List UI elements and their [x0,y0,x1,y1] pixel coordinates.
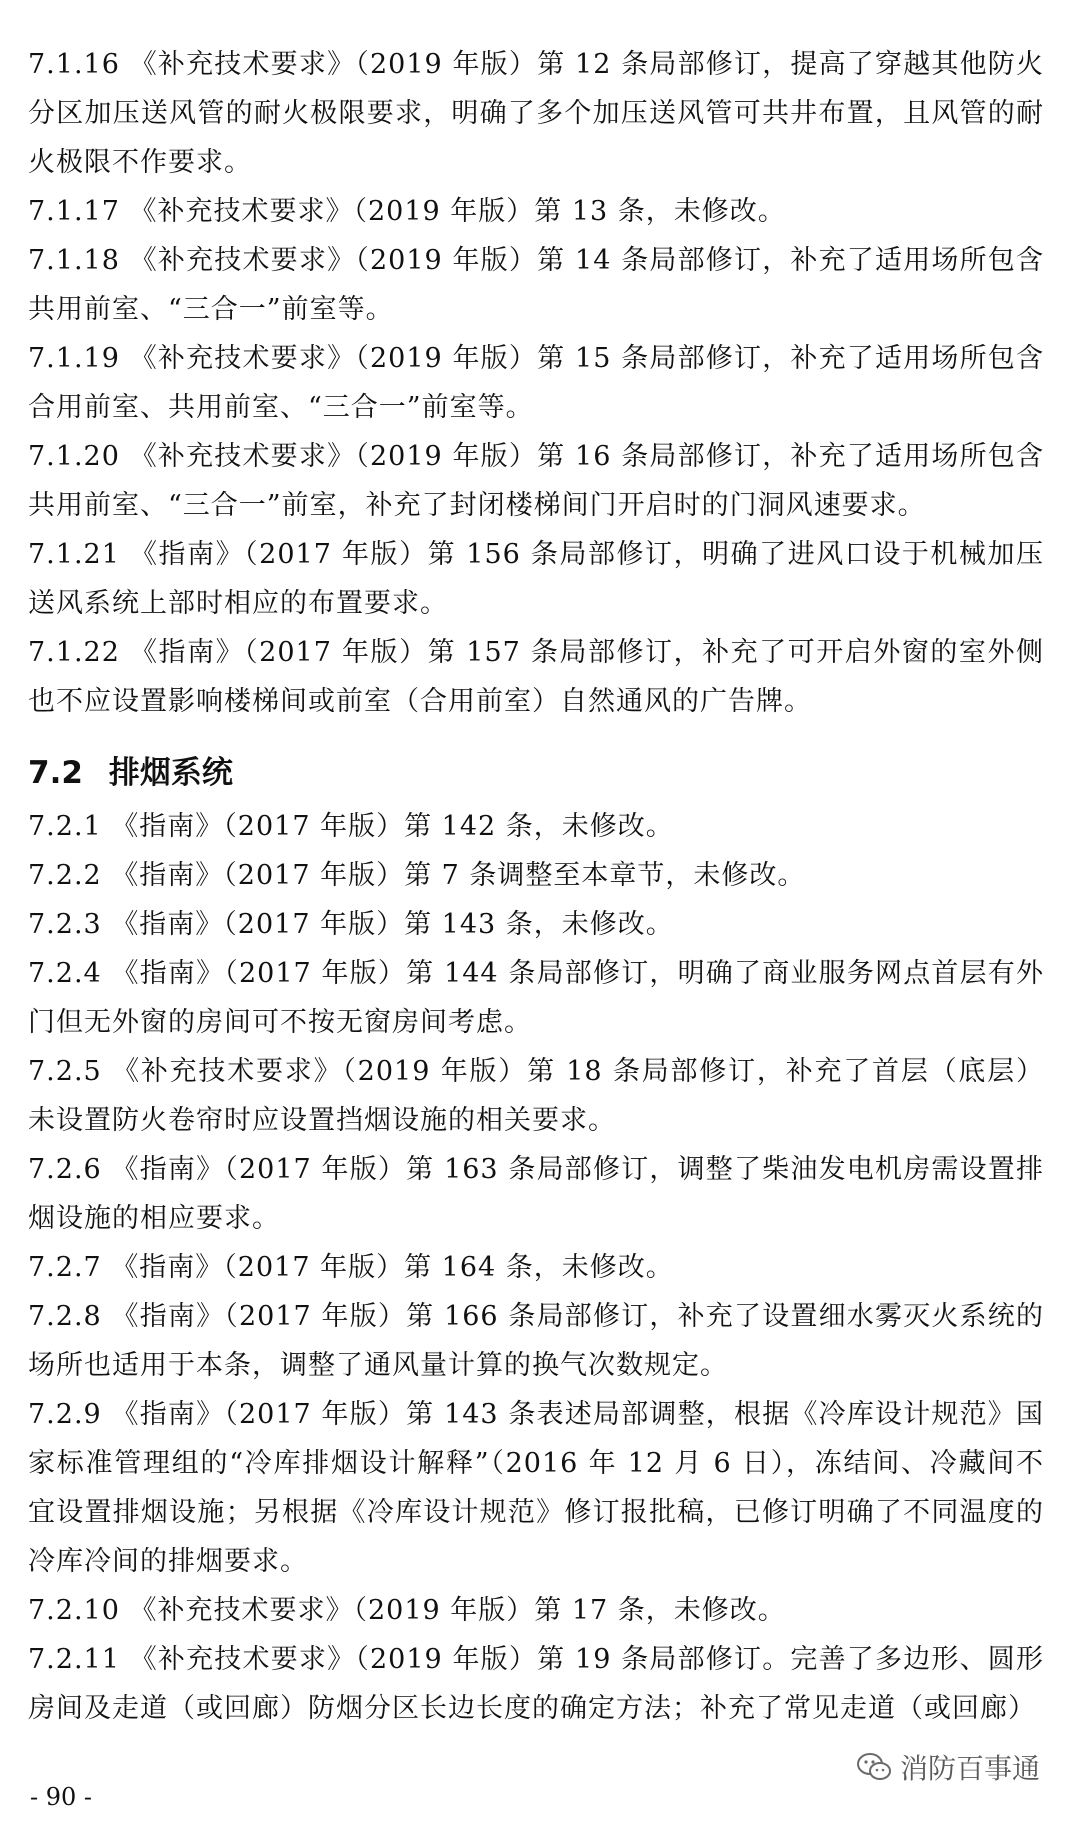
paragraph-list-bottom [28,802,1044,1733]
clause-paragraph [28,530,1044,628]
clause-number: 7.1.18 [28,245,120,276]
clause-paragraph [28,1390,1044,1586]
clause-paragraph [28,1635,1044,1733]
clause-text: 《指南》（2017 年版）第 164 条，未修改。 [111,1252,674,1283]
clause-paragraph [28,236,1044,334]
wechat-icon [856,1752,892,1782]
clause-number: 7.2.2 [28,860,102,891]
section-number: 7.2 [28,755,83,791]
clause-text: 《补充技术要求》（2019 年版）第 16 条局部修订，补充了适用场所包含共用前室、“三合一”前室，补充了封闭楼梯间门开启时的门洞风速要求。 [28,441,1044,521]
paragraph-list-top [28,40,1044,726]
clause-number: 7.2.7 [28,1252,102,1283]
clause-text: 《指南》（2017 年版）第 7 条调整至本章节，未修改。 [111,860,806,891]
clause-paragraph [28,1047,1044,1145]
clause-paragraph [28,851,1044,900]
clause-paragraph [28,1243,1044,1292]
clause-text: 《指南》（2017 年版）第 166 条局部修订，补充了设置细水雾灭火系统的场所也适用于本条，调整了通风量计算的换气次数规定。 [28,1301,1044,1381]
clause-paragraph [28,40,1044,187]
clause-paragraph [28,1586,1044,1635]
clause-number: 7.2.6 [28,1154,102,1185]
clause-number: 7.1.22 [28,637,120,668]
clause-text: 《指南》（2017 年版）第 157 条局部修订，补充了可开启外窗的室外侧也不应设置影响楼梯间或前室（合用前室）自然通风的广告牌。 [28,637,1044,717]
clause-number: 7.1.17 [28,196,120,227]
clause-number: 7.2.5 [28,1056,102,1087]
clause-text: 《指南》（2017 年版）第 163 条局部修订，调整了柴油发电机房需设置排烟设施的相应要求。 [28,1154,1044,1234]
clause-paragraph [28,334,1044,432]
section-title: 排烟系统 [108,755,233,791]
clause-text: 《指南》（2017 年版）第 143 条，未修改。 [111,909,674,940]
clause-paragraph [28,628,1044,726]
clause-text: 《指南》（2017 年版）第 143 条表述局部调整，根据《冷库设计规范》国家标准管理组的“冷库排烟设计解释”（2016 年 12 月 6 日），冻结间、冷藏间不宜设置排烟设施；另根据《冷库设计规范》修订报批稿，已修订明确了不同温度的冷库冷间的排烟要求。 [28,1399,1044,1577]
page-number: - 90 - [30,1783,93,1811]
clause-text: 《补充技术要求》（2019 年版）第 17 条，未修改。 [129,1595,786,1626]
clause-paragraph [28,187,1044,236]
clause-number: 7.2.8 [28,1301,102,1332]
clause-text: 《指南》（2017 年版）第 142 条，未修改。 [111,811,674,842]
clause-number: 7.2.4 [28,958,102,989]
clause-paragraph [28,949,1044,1047]
clause-number: 7.1.16 [28,49,120,80]
clause-number: 7.1.20 [28,441,120,472]
clause-paragraph [28,432,1044,530]
clause-text: 《补充技术要求》（2019 年版）第 15 条局部修订，补充了适用场所包含合用前室、共用前室、“三合一”前室等。 [28,343,1044,423]
clause-number: 7.2.1 [28,811,102,842]
clause-paragraph [28,900,1044,949]
clause-number: 7.1.21 [28,539,120,570]
clause-number: 7.2.9 [28,1399,102,1430]
clause-text: 《补充技术要求》（2019 年版）第 19 条局部修订。完善了多边形、圆形房间及走道（或回廊）防烟分区长边长度的确定方法；补充了常见走道（或回廊） [28,1644,1044,1724]
clause-text: 《指南》（2017 年版）第 144 条局部修订，明确了商业服务网点首层有外门但无外窗的房间可不按无窗房间考虑。 [28,958,1044,1038]
clause-number: 7.2.10 [28,1595,120,1626]
watermark-text: 消防百事通 [899,1752,1040,1785]
watermark [856,1747,1040,1787]
clause-text: 《补充技术要求》（2019 年版）第 14 条局部修订，补充了适用场所包含共用前室、“三合一”前室等。 [28,245,1044,325]
clause-paragraph [28,1145,1044,1243]
clause-text: 《补充技术要求》（2019 年版）第 13 条，未修改。 [129,196,786,227]
section-heading [28,750,1044,796]
clause-paragraph [28,802,1044,851]
clause-text: 《指南》（2017 年版）第 156 条局部修订，明确了进风口设于机械加压送风系统上部时相应的布置要求。 [28,539,1044,619]
clause-number: 7.2.11 [28,1644,120,1675]
clause-number: 7.1.19 [28,343,120,374]
clause-text: 《补充技术要求》（2019 年版）第 12 条局部修订，提高了穿越其他防火分区加压送风管的耐火极限要求，明确了多个加压送风管可共井布置，且风管的耐火极限不作要求。 [28,49,1044,178]
clause-paragraph [28,1292,1044,1390]
clause-text: 《补充技术要求》（2019 年版）第 18 条局部修订，补充了首层（底层）未设置防火卷帘时应设置挡烟设施的相关要求。 [28,1056,1044,1136]
clause-number: 7.2.3 [28,909,102,940]
